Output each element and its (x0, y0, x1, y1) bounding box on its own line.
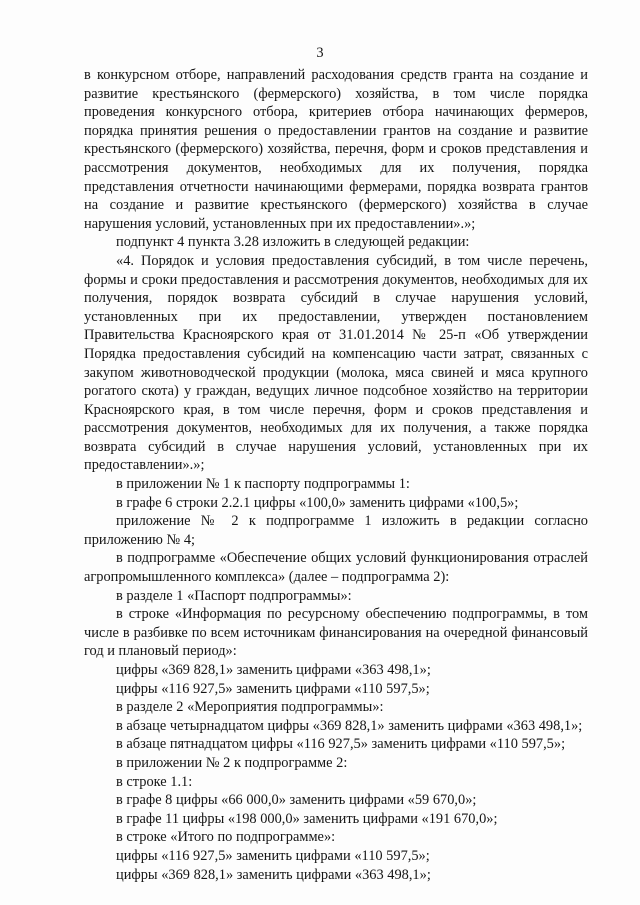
document-body (84, 66, 588, 884)
paragraph: в подпрограмме «Обеспечение общих условий функционирования отраслей агропромышленного комплекса» (далее – подпрограмма 2): (84, 550, 588, 586)
paragraph: в графе 8 цифры «66 000,0» заменить цифрами «59 670,0»; (116, 792, 477, 809)
paragraph: в приложении № 2 к подпрограмме 2: (116, 754, 348, 771)
paragraph: цифры «116 927,5» заменить цифрами «110 597,5»; (116, 847, 430, 864)
paragraph: «4. Порядок и условия предоставления субсидий, в том числе перечень, формы и сроки предоставления и рассмотрения документов, необходимых для их получения, порядок возврата субсидий в случае нарушения условий, установленных при их предоставлении, утвержден постановлением Правительства Красноярского края от 31.01.2014 № 25-п «Об утверждении Порядка предоставления субсидий на компенсацию части затрат, связанных с закупом животноводческой продукции (молока, мяса свиней и мяса крупного рогатого скота) у граждан, ведущих личное подсобное хозяйство на территории Красноярского края, в том числе перечня, форм и сроков представления и рассмотрения документов, необходимых для их получения, а также порядка возврата субсидий в случае нарушения условий, установленных при их предоставлении».»; (84, 252, 588, 474)
paragraph: подпункт 4 пункта 3.28 изложить в следующей редакции: (116, 234, 470, 251)
paragraph: в приложении № 1 к паспорту подпрограммы 1: (116, 476, 410, 493)
paragraph: цифры «369 828,1» заменить цифрами «363 498,1»; (116, 866, 431, 883)
paragraph: в разделе 2 «Мероприятия подпрограммы»: (116, 699, 384, 716)
paragraph: в строке «Информация по ресурсному обеспечению подпрограммы, в том числе в разбивке по всем источникам финансирования на очередной финансовый год и плановый период»: (84, 606, 588, 660)
paragraph: в графе 6 строки 2.2.1 цифры «100,0» заменить цифрами «100,5»; (116, 494, 519, 511)
paragraph: в конкурсном отборе, направлений расходования средств гранта на создание и развитие крестьянского (фермерского) хозяйства, в том числе порядка проведения конкурсного отбора, критериев отбора начинающих фермеров, порядка принятия решения о предоставлении грантов на создание и развитие крестьянского (фермерского) хозяйства, перечня, форм и сроков представления и рассмотрения документов, необходимых для их получения, порядка представления отчетности начинающими фермерами, порядка возврата грантов на создание и развитие крестьянского (фермерского) хозяйства в случае нарушения условий, установленных при их предоставлении».»; (84, 67, 588, 232)
paragraph: в разделе 1 «Паспорт подпрограммы»: (116, 587, 352, 604)
paragraph: в строке 1.1: (116, 773, 193, 790)
paragraph: в графе 11 цифры «198 000,0» заменить цифрами «191 670,0»; (116, 810, 498, 827)
paragraph: приложение № 2 к подпрограмме 1 изложить в редакции согласно приложению № 4; (84, 513, 588, 548)
paragraph: цифры «369 828,1» заменить цифрами «363 498,1»; (116, 662, 431, 678)
page-number: 3 (316, 45, 324, 61)
paragraph: в абзаце пятнадцатом цифры «116 927,5» заменить цифрами «110 597,5»; (116, 736, 566, 753)
paragraph: в абзаце четырнадцатом цифры «369 828,1» заменить цифрами «363 498,1»; (116, 717, 583, 734)
paragraph: в строке «Итого по подпрограмме»: (116, 829, 336, 846)
paragraph: цифры «116 927,5» заменить цифрами «110 597,5»; (116, 680, 430, 697)
